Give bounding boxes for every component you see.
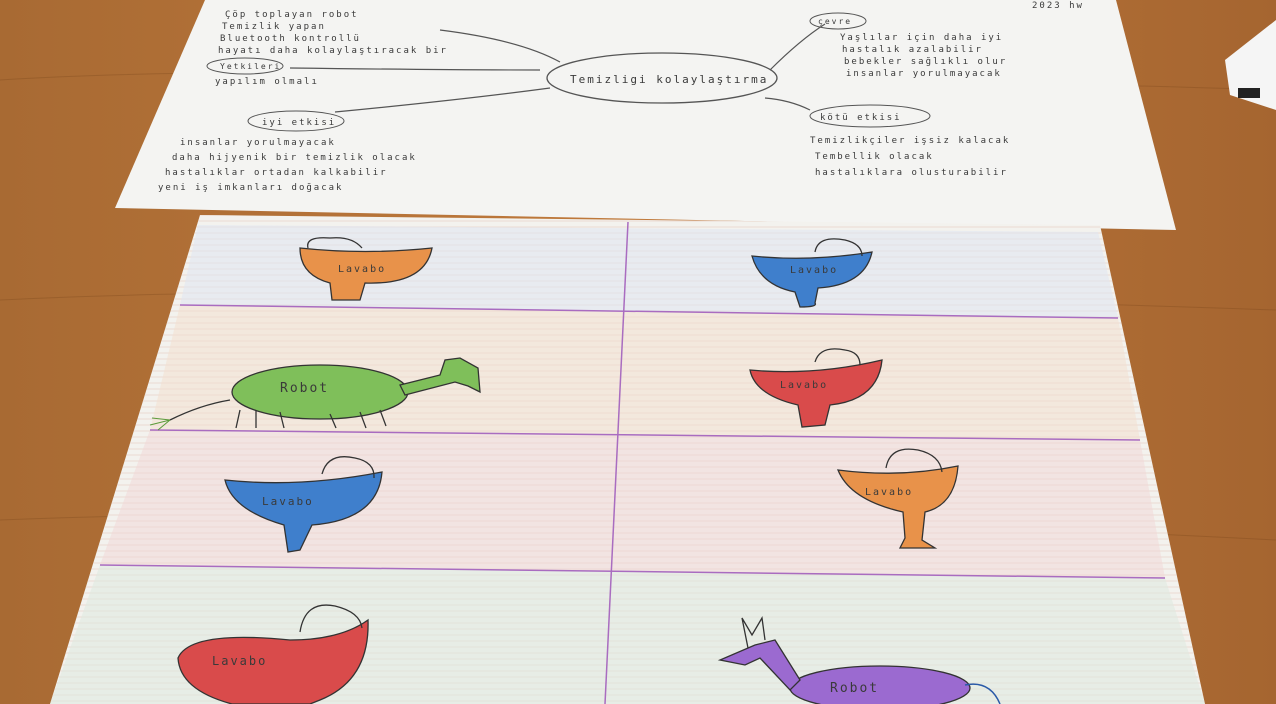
toilet-label-2: Lavabo [790,265,839,276]
bad-line-1: Temizlikçiler işsiz kalacak [810,136,1011,146]
toilet-label-5: Lavabo [865,487,914,498]
right-line-1: Yaşlılar için daha iyi [840,33,1004,43]
left-line: yapılım olmalı [215,77,319,87]
right-line-2: hastalık azalabilir [842,45,983,55]
right-line-3: bebekler sağlıklı olur [844,57,1008,67]
good-line-2: daha hijyenik bir temizlik olacak [172,153,417,163]
top-left-line-4: hayatı daha kolaylaştıracak bir [218,46,448,56]
top-left-line-2: Temizlik yapan [222,22,326,32]
bad-line-3: hastalıklara olusturabilir [815,168,1008,178]
robot-label-1: Robot [280,381,330,396]
center-text: Temizligi kolaylaştırma [570,73,769,86]
bad-bubble-text: kötü etkisi [820,113,902,123]
top-left-line-3: Bluetooth kontrollü [220,34,361,44]
toilet-label-1: Lavabo [338,264,387,275]
toilet-label-4: Lavabo [262,495,314,508]
left-bubble-text: Yetkileri [220,62,282,71]
corner-paper-mark [1238,88,1260,98]
good-line-4: yeni iş imkanları doğacak [158,183,344,193]
right-bubble-text: çevre [818,17,853,26]
top-left-line-1: Çöp toplayan robot [225,10,359,20]
toilet-label-3: Lavabo [780,380,829,391]
robot-label-2: Robot [830,681,880,696]
good-line-1: insanlar yorulmayacak [180,138,336,148]
toilet-label-6: Lavabo [212,654,268,668]
sheet-corner-text: 2023 hw [1032,1,1084,11]
right-line-4: insanlar yorulmayacak [846,69,1002,79]
good-line-3: hastalıklar ortadan kalkabilir [165,168,388,178]
good-bubble-text: iyi etkisi [262,118,337,128]
bad-line-2: Tembellik olacak [815,152,934,162]
